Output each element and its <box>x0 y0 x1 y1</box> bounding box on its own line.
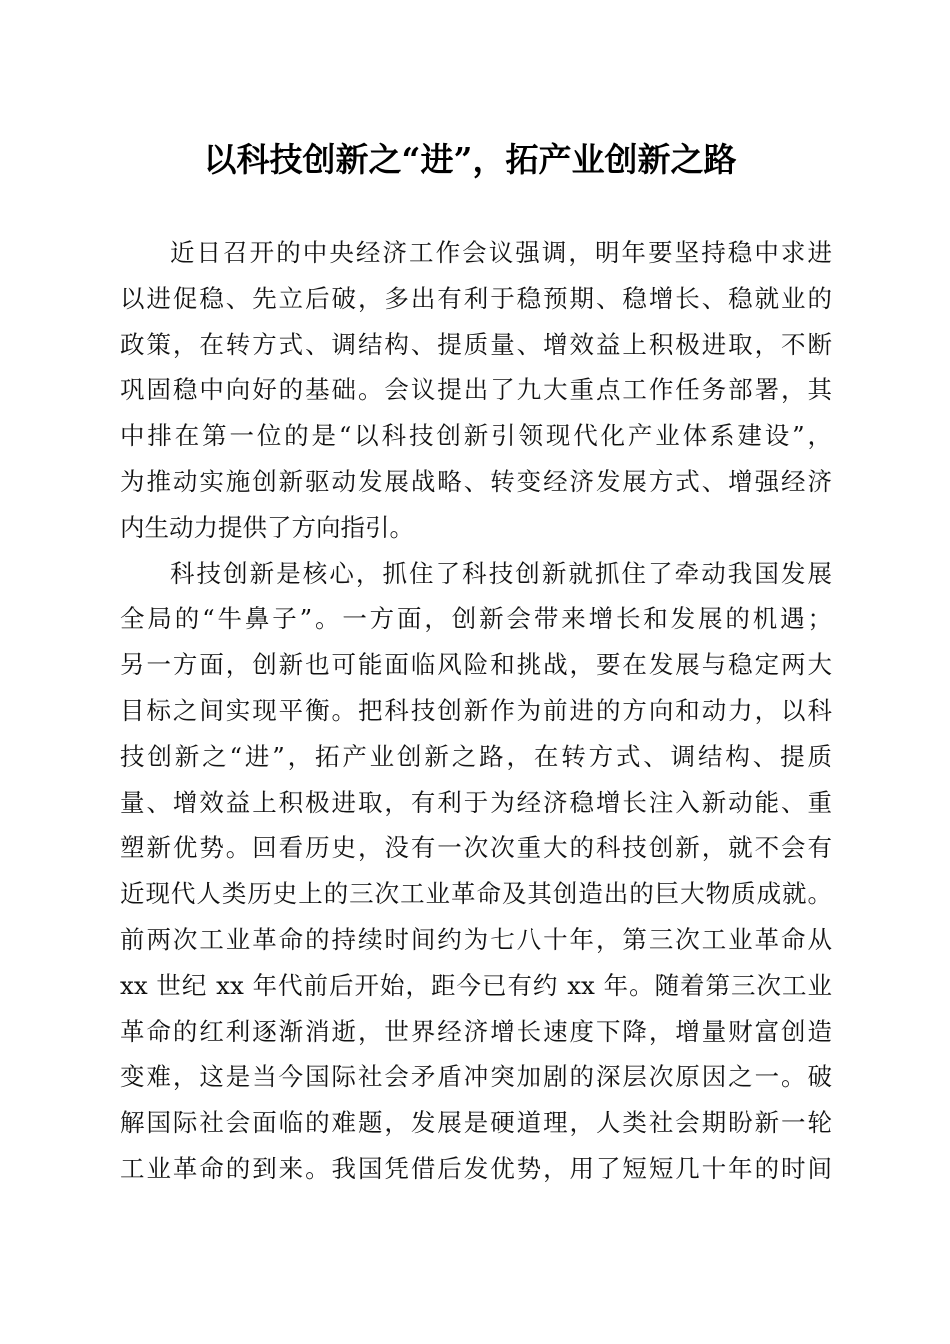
paragraph-2-line-5: 技创新之“进”，拓产业创新之路，在转方式、调结构、提质 <box>120 741 832 771</box>
paragraph-2-line-10: xx 世纪 xx 年代前后开始，距今已有约 xx 年。随着第三次工业 <box>120 970 832 1000</box>
document-title: 以科技创新之“进”，拓产业创新之路 <box>203 140 737 179</box>
paragraph-2-line-8: 近现代人类历史上的三次工业革命及其创造出的巨大物质成就。 <box>120 879 832 909</box>
paragraph-2-line-9: 前两次工业革命的持续时间约为七八十年，第三次工业革命从 <box>120 924 832 954</box>
paragraph-1-line-7: 内生动力提供了方向指引。 <box>120 512 414 542</box>
paragraph-2-line-2: 全局的“牛鼻子”。一方面，创新会带来增长和发展的机遇； <box>120 604 832 634</box>
paragraph-1-line-1: 近日召开的中央经济工作会议强调，明年要坚持稳中求进 <box>170 238 832 267</box>
paragraph-2-line-13: 解国际社会面临的难题，发展是硬道理，人类社会期盼新一轮 <box>120 1108 832 1138</box>
paragraph-1-line-2: 以进促稳、先立后破，多出有利于稳预期、稳增长、稳就业的 <box>120 283 832 313</box>
paragraph-2-line-7: 塑新优势。回看历史，没有一次次重大的科技创新，就不会有 <box>120 833 832 863</box>
paragraph-2-line-6: 量、增效益上积极进取，有利于为经济稳增长注入新动能、重 <box>120 787 832 817</box>
paragraph-1-line-4: 巩固稳中向好的基础。会议提出了九大重点工作任务部署，其 <box>120 375 832 405</box>
paragraph-1-line-3: 政策，在转方式、调结构、提质量、增效益上积极进取，不断 <box>120 329 832 359</box>
document-body <box>120 230 832 1192</box>
paragraph-1-line-5: 中排在第一位的是“以科技创新引领现代化产业体系建设”， <box>120 421 832 451</box>
paragraph-2-line-14: 工业革命的到来。我国凭借后发优势，用了短短几十年的时间 <box>120 1153 832 1183</box>
paragraph-2-line-11: 革命的红利逐渐消逝，世界经济增长速度下降，增量财富创造 <box>120 1016 832 1046</box>
paragraph-2-line-4: 目标之间实现平衡。把科技创新作为前进的方向和动力，以科 <box>120 695 832 725</box>
paragraph-2-line-3: 另一方面，创新也可能面临风险和挑战，要在发展与稳定两大 <box>120 650 832 680</box>
paragraph-2-line-12: 变难，这是当今国际社会矛盾冲突加剧的深层次原因之一。破 <box>120 1062 832 1092</box>
paragraph-1-line-6: 为推动实施创新驱动发展战略、转变经济发展方式、增强经济 <box>120 466 832 496</box>
paragraph-2-line-1: 科技创新是核心，抓住了科技创新就抓住了牵动我国发展 <box>170 558 832 588</box>
